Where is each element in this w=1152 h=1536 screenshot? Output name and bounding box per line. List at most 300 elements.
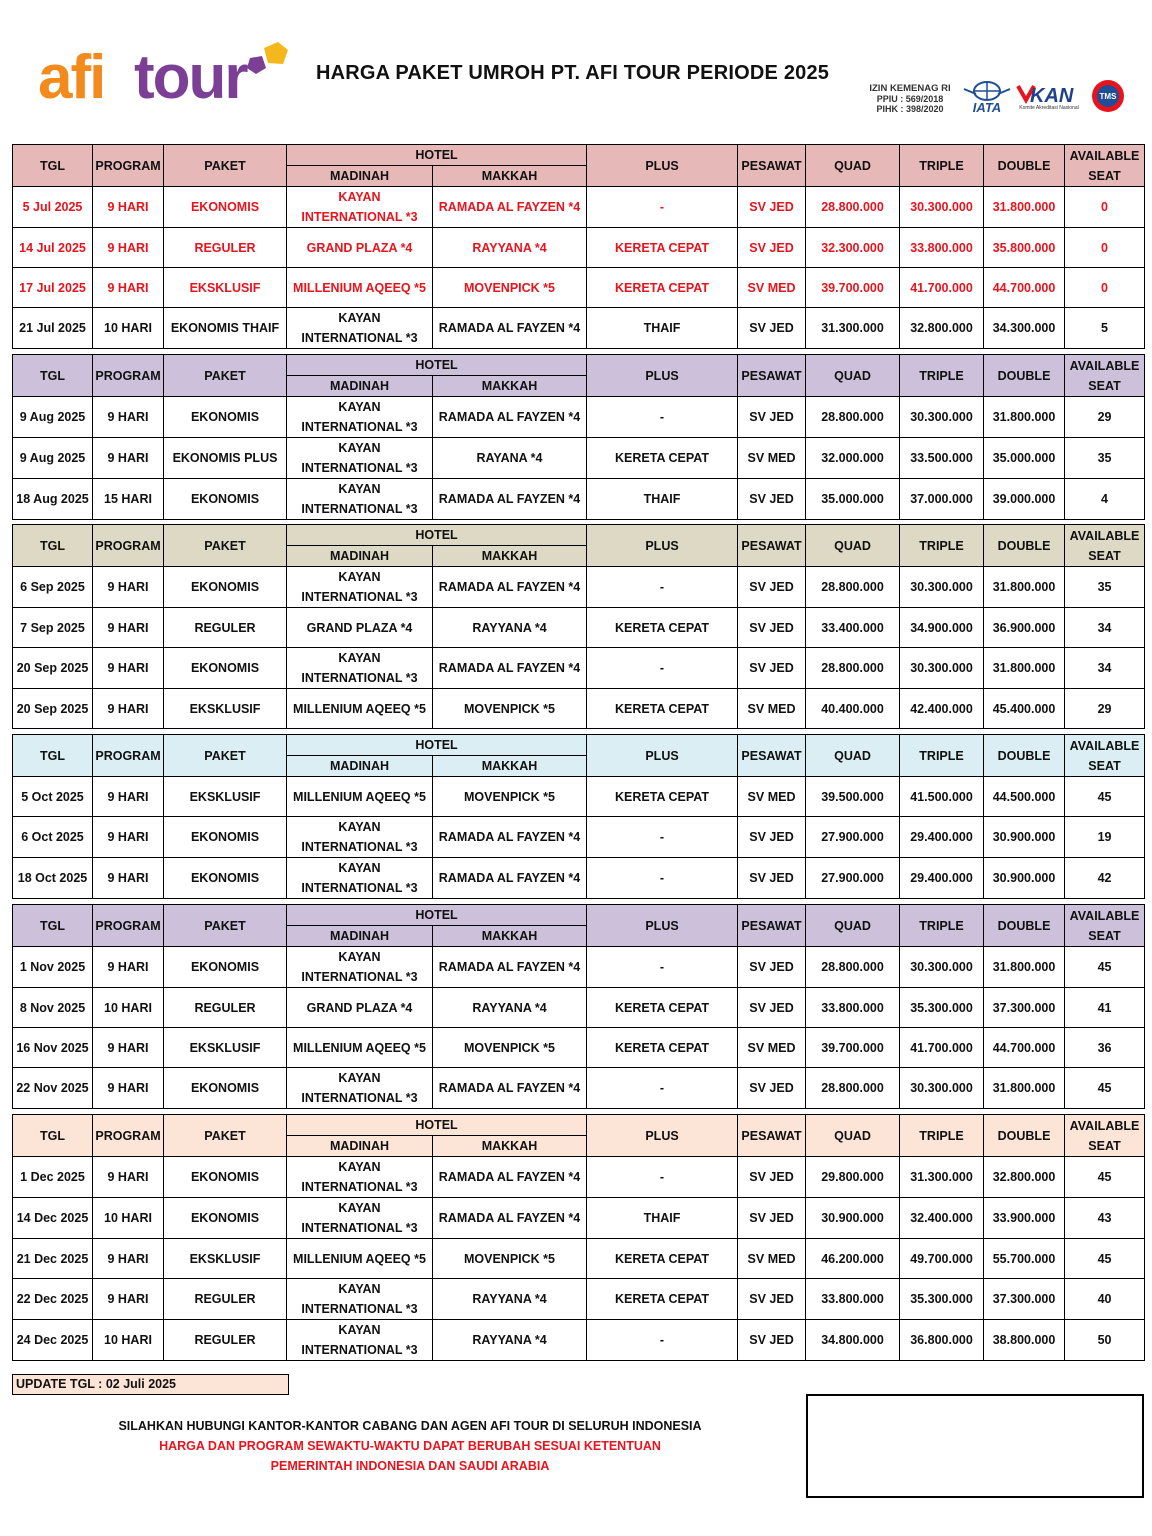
table-row bbox=[13, 567, 1145, 608]
col-header-available-seat bbox=[1065, 355, 1145, 397]
cell-double: 30.900.000 bbox=[984, 858, 1065, 899]
cell-quad: 46.200.000 bbox=[806, 1239, 900, 1279]
cell-tgl: 9 Aug 2025 bbox=[13, 438, 93, 479]
cell-seat: 29 bbox=[1065, 397, 1145, 438]
cell-makkah: RAYYANA *4 bbox=[433, 228, 587, 268]
cell-madinah: KAYAN INTERNATIONAL *3 bbox=[287, 1068, 433, 1109]
cell-madinah: GRAND PLAZA *4 bbox=[287, 988, 433, 1028]
col-header-paket: PAKET bbox=[164, 1115, 287, 1157]
table-row bbox=[13, 1068, 1145, 1109]
cell-pesawat: SV JED bbox=[738, 648, 806, 689]
cell-pesawat: SV MED bbox=[738, 438, 806, 479]
cell-triple: 49.700.000 bbox=[900, 1239, 984, 1279]
cell-quad: 33.800.000 bbox=[806, 1279, 900, 1320]
cell-paket: EKONOMIS bbox=[164, 397, 287, 438]
cell-makkah: RAMADA AL FAYZEN *4 bbox=[433, 308, 587, 349]
cell-pesawat: SV JED bbox=[738, 947, 806, 988]
cell-quad: 27.900.000 bbox=[806, 817, 900, 858]
update-date: UPDATE TGL : 02 Juli 2025 bbox=[12, 1374, 289, 1395]
col-header-hotel: HOTEL bbox=[287, 1115, 587, 1136]
cell-seat: 4 bbox=[1065, 479, 1145, 520]
col-header-makkah: MAKKAH bbox=[433, 546, 587, 567]
col-header-program: PROGRAM bbox=[93, 355, 164, 397]
cell-madinah: KAYAN INTERNATIONAL *3 bbox=[287, 438, 433, 479]
cell-makkah: MOVENPICK *5 bbox=[433, 689, 587, 729]
cell-tgl: 18 Aug 2025 bbox=[13, 479, 93, 520]
seat-header-line1: AVAILABLE bbox=[1069, 738, 1140, 753]
col-header-program: PROGRAM bbox=[93, 1115, 164, 1157]
cell-pesawat: SV JED bbox=[738, 397, 806, 438]
cell-seat: 0 bbox=[1065, 268, 1145, 308]
cell-plus: THAIF bbox=[587, 1198, 738, 1239]
table-row bbox=[13, 689, 1145, 729]
cell-double: 35.000.000 bbox=[984, 438, 1065, 479]
cell-seat: 45 bbox=[1065, 1068, 1145, 1109]
cell-triple: 29.400.000 bbox=[900, 817, 984, 858]
cell-tgl: 22 Dec 2025 bbox=[13, 1279, 93, 1320]
cell-quad: 32.000.000 bbox=[806, 438, 900, 479]
table-row bbox=[13, 1198, 1145, 1239]
col-header-pesawat: PESAWAT bbox=[738, 1115, 806, 1157]
seat-header-line1: AVAILABLE bbox=[1069, 1118, 1140, 1133]
cell-makkah: RAMADA AL FAYZEN *4 bbox=[433, 187, 587, 228]
cell-double: 33.900.000 bbox=[984, 1198, 1065, 1239]
col-header-double: DOUBLE bbox=[984, 355, 1065, 397]
cell-triple: 31.300.000 bbox=[900, 1157, 984, 1198]
cell-program: 9 HARI bbox=[93, 689, 164, 729]
seat-header-line2: SEAT bbox=[1088, 548, 1121, 563]
logo-text-afi: afi bbox=[38, 43, 105, 112]
col-header-tgl: TGL bbox=[13, 525, 93, 567]
cell-triple: 35.300.000 bbox=[900, 1279, 984, 1320]
afi-tour-logo bbox=[36, 36, 296, 118]
cell-madinah: KAYAN INTERNATIONAL *3 bbox=[287, 308, 433, 349]
cell-double: 36.900.000 bbox=[984, 608, 1065, 648]
col-header-triple: TRIPLE bbox=[900, 1115, 984, 1157]
col-header-makkah: MAKKAH bbox=[433, 1136, 587, 1157]
cell-tgl: 24 Dec 2025 bbox=[13, 1320, 93, 1361]
cell-double: 32.800.000 bbox=[984, 1157, 1065, 1198]
cell-triple: 41.700.000 bbox=[900, 268, 984, 308]
col-header-program: PROGRAM bbox=[93, 145, 164, 187]
month-table bbox=[12, 1114, 1145, 1361]
cell-double: 35.800.000 bbox=[984, 228, 1065, 268]
cell-paket: EKONOMIS bbox=[164, 1198, 287, 1239]
col-header-paket: PAKET bbox=[164, 355, 287, 397]
cell-triple: 34.900.000 bbox=[900, 608, 984, 648]
col-header-triple: TRIPLE bbox=[900, 355, 984, 397]
col-header-paket: PAKET bbox=[164, 905, 287, 947]
cell-seat: 42 bbox=[1065, 858, 1145, 899]
cell-double: 31.800.000 bbox=[984, 187, 1065, 228]
cell-tgl: 5 Oct 2025 bbox=[13, 777, 93, 817]
col-header-plus: PLUS bbox=[587, 1115, 738, 1157]
col-header-quad: QUAD bbox=[806, 1115, 900, 1157]
cell-seat: 50 bbox=[1065, 1320, 1145, 1361]
cell-makkah: RAMADA AL FAYZEN *4 bbox=[433, 1068, 587, 1109]
cell-pesawat: SV JED bbox=[738, 1279, 806, 1320]
cell-quad: 27.900.000 bbox=[806, 858, 900, 899]
col-header-triple: TRIPLE bbox=[900, 905, 984, 947]
cell-paket: EKONOMIS bbox=[164, 187, 287, 228]
cell-plus: KERETA CEPAT bbox=[587, 1239, 738, 1279]
cell-madinah: KAYAN INTERNATIONAL *3 bbox=[287, 648, 433, 689]
cell-madinah: KAYAN INTERNATIONAL *3 bbox=[287, 817, 433, 858]
cell-makkah: RAMADA AL FAYZEN *4 bbox=[433, 817, 587, 858]
col-header-quad: QUAD bbox=[806, 905, 900, 947]
cell-pesawat: SV JED bbox=[738, 308, 806, 349]
cell-pesawat: SV MED bbox=[738, 777, 806, 817]
table-row bbox=[13, 1239, 1145, 1279]
cell-makkah: RAMADA AL FAYZEN *4 bbox=[433, 648, 587, 689]
cell-plus: - bbox=[587, 858, 738, 899]
table-row bbox=[13, 187, 1145, 228]
cell-quad: 39.700.000 bbox=[806, 268, 900, 308]
cell-plus: - bbox=[587, 1320, 738, 1361]
cell-plus: - bbox=[587, 1157, 738, 1198]
col-header-plus: PLUS bbox=[587, 525, 738, 567]
cell-madinah: KAYAN INTERNATIONAL *3 bbox=[287, 479, 433, 520]
col-header-triple: TRIPLE bbox=[900, 525, 984, 567]
cell-paket: REGULER bbox=[164, 608, 287, 648]
cell-quad: 32.300.000 bbox=[806, 228, 900, 268]
cell-tgl: 5 Jul 2025 bbox=[13, 187, 93, 228]
col-header-paket: PAKET bbox=[164, 735, 287, 777]
seat-header-line1: AVAILABLE bbox=[1069, 528, 1140, 543]
cell-program: 9 HARI bbox=[93, 1279, 164, 1320]
cell-makkah: RAYYANA *4 bbox=[433, 1279, 587, 1320]
cell-seat: 34 bbox=[1065, 648, 1145, 689]
col-header-available-seat bbox=[1065, 145, 1145, 187]
table-row bbox=[13, 479, 1145, 520]
table-row bbox=[13, 648, 1145, 689]
cell-makkah: MOVENPICK *5 bbox=[433, 268, 587, 308]
cell-plus: KERETA CEPAT bbox=[587, 988, 738, 1028]
cell-madinah: MILLENIUM AQEEQ *5 bbox=[287, 689, 433, 729]
cell-paket: EKONOMIS THAIF bbox=[164, 308, 287, 349]
cell-program: 9 HARI bbox=[93, 648, 164, 689]
cell-double: 39.000.000 bbox=[984, 479, 1065, 520]
pihk-number: PIHK : 398/2020 bbox=[876, 104, 944, 114]
cell-makkah: RAMADA AL FAYZEN *4 bbox=[433, 479, 587, 520]
cell-paket: EKONOMIS bbox=[164, 1157, 287, 1198]
cell-plus: KERETA CEPAT bbox=[587, 1279, 738, 1320]
cell-pesawat: SV JED bbox=[738, 1068, 806, 1109]
cell-quad: 31.300.000 bbox=[806, 308, 900, 349]
cell-program: 9 HARI bbox=[93, 947, 164, 988]
cell-pesawat: SV JED bbox=[738, 608, 806, 648]
col-header-quad: QUAD bbox=[806, 355, 900, 397]
cell-madinah: KAYAN INTERNATIONAL *3 bbox=[287, 1198, 433, 1239]
cell-double: 37.300.000 bbox=[984, 1279, 1065, 1320]
cell-program: 10 HARI bbox=[93, 1198, 164, 1239]
cell-madinah: KAYAN INTERNATIONAL *3 bbox=[287, 1157, 433, 1198]
col-header-available-seat bbox=[1065, 525, 1145, 567]
cell-pesawat: SV JED bbox=[738, 479, 806, 520]
svg-text:Komite Akreditasi Nasional: Komite Akreditasi Nasional bbox=[1019, 105, 1079, 111]
cell-paket: REGULER bbox=[164, 988, 287, 1028]
seat-header-line2: SEAT bbox=[1088, 378, 1121, 393]
cell-tgl: 22 Nov 2025 bbox=[13, 1068, 93, 1109]
cell-seat: 35 bbox=[1065, 438, 1145, 479]
cell-paket: EKONOMIS bbox=[164, 817, 287, 858]
table-row bbox=[13, 308, 1145, 349]
cell-pesawat: SV JED bbox=[738, 1157, 806, 1198]
col-header-available-seat bbox=[1065, 735, 1145, 777]
cell-plus: - bbox=[587, 1068, 738, 1109]
col-header-madinah: MADINAH bbox=[287, 166, 433, 187]
cell-tgl: 9 Aug 2025 bbox=[13, 397, 93, 438]
col-header-program: PROGRAM bbox=[93, 735, 164, 777]
cell-double: 45.400.000 bbox=[984, 689, 1065, 729]
cell-double: 31.800.000 bbox=[984, 1068, 1065, 1109]
table-row bbox=[13, 947, 1145, 988]
cell-program: 10 HARI bbox=[93, 988, 164, 1028]
cell-quad: 28.800.000 bbox=[806, 187, 900, 228]
seat-header-line2: SEAT bbox=[1088, 1138, 1121, 1153]
cell-pesawat: SV JED bbox=[738, 858, 806, 899]
cell-double: 44.700.000 bbox=[984, 268, 1065, 308]
cell-plus: KERETA CEPAT bbox=[587, 1028, 738, 1068]
cell-program: 10 HARI bbox=[93, 1320, 164, 1361]
cell-madinah: GRAND PLAZA *4 bbox=[287, 608, 433, 648]
cell-program: 9 HARI bbox=[93, 817, 164, 858]
cell-triple: 32.400.000 bbox=[900, 1198, 984, 1239]
cell-quad: 28.800.000 bbox=[806, 648, 900, 689]
cell-tgl: 1 Dec 2025 bbox=[13, 1157, 93, 1198]
col-header-program: PROGRAM bbox=[93, 525, 164, 567]
cell-quad: 34.800.000 bbox=[806, 1320, 900, 1361]
cell-pesawat: SV MED bbox=[738, 1239, 806, 1279]
col-header-pesawat: PESAWAT bbox=[738, 355, 806, 397]
month-table bbox=[12, 734, 1145, 899]
cell-quad: 39.500.000 bbox=[806, 777, 900, 817]
cell-tgl: 14 Jul 2025 bbox=[13, 228, 93, 268]
cell-quad: 28.800.000 bbox=[806, 1068, 900, 1109]
col-header-makkah: MAKKAH bbox=[433, 756, 587, 777]
col-header-tgl: TGL bbox=[13, 735, 93, 777]
cell-madinah: KAYAN INTERNATIONAL *3 bbox=[287, 1279, 433, 1320]
table-row bbox=[13, 438, 1145, 479]
cell-makkah: RAYANA *4 bbox=[433, 438, 587, 479]
cell-pesawat: SV MED bbox=[738, 689, 806, 729]
table-row bbox=[13, 988, 1145, 1028]
cell-plus: THAIF bbox=[587, 479, 738, 520]
cell-makkah: RAMADA AL FAYZEN *4 bbox=[433, 567, 587, 608]
table-row bbox=[13, 777, 1145, 817]
col-header-hotel: HOTEL bbox=[287, 905, 587, 926]
cell-seat: 41 bbox=[1065, 988, 1145, 1028]
month-table bbox=[12, 524, 1145, 729]
cell-seat: 29 bbox=[1065, 689, 1145, 729]
col-header-quad: QUAD bbox=[806, 525, 900, 567]
cell-quad: 28.800.000 bbox=[806, 567, 900, 608]
cell-program: 9 HARI bbox=[93, 1239, 164, 1279]
cell-pesawat: SV MED bbox=[738, 268, 806, 308]
cell-triple: 30.300.000 bbox=[900, 187, 984, 228]
col-header-plus: PLUS bbox=[587, 355, 738, 397]
cell-makkah: RAYYANA *4 bbox=[433, 988, 587, 1028]
cell-paket: REGULER bbox=[164, 228, 287, 268]
cell-makkah: RAMADA AL FAYZEN *4 bbox=[433, 858, 587, 899]
cell-makkah: MOVENPICK *5 bbox=[433, 1028, 587, 1068]
table-row bbox=[13, 1279, 1145, 1320]
iata-logo bbox=[962, 80, 1012, 114]
svg-text:IATA: IATA bbox=[972, 100, 1002, 114]
cell-seat: 43 bbox=[1065, 1198, 1145, 1239]
cell-tgl: 7 Sep 2025 bbox=[13, 608, 93, 648]
col-header-tgl: TGL bbox=[13, 1115, 93, 1157]
stamp-box bbox=[806, 1394, 1144, 1498]
month-table bbox=[12, 144, 1145, 349]
cell-plus: KERETA CEPAT bbox=[587, 689, 738, 729]
cell-program: 9 HARI bbox=[93, 567, 164, 608]
table-row bbox=[13, 1157, 1145, 1198]
cell-plus: KERETA CEPAT bbox=[587, 608, 738, 648]
cell-tgl: 16 Nov 2025 bbox=[13, 1028, 93, 1068]
cell-pesawat: SV MED bbox=[738, 1028, 806, 1068]
cell-pesawat: SV JED bbox=[738, 187, 806, 228]
col-header-pesawat: PESAWAT bbox=[738, 735, 806, 777]
cell-makkah: RAYYANA *4 bbox=[433, 608, 587, 648]
cell-tgl: 21 Jul 2025 bbox=[13, 308, 93, 349]
cell-program: 9 HARI bbox=[93, 1028, 164, 1068]
cell-quad: 33.800.000 bbox=[806, 988, 900, 1028]
cell-pesawat: SV JED bbox=[738, 817, 806, 858]
cell-program: 9 HARI bbox=[93, 1157, 164, 1198]
col-header-double: DOUBLE bbox=[984, 145, 1065, 187]
cell-madinah: MILLENIUM AQEEQ *5 bbox=[287, 777, 433, 817]
cell-double: 37.300.000 bbox=[984, 988, 1065, 1028]
cell-tgl: 17 Jul 2025 bbox=[13, 268, 93, 308]
cell-double: 34.300.000 bbox=[984, 308, 1065, 349]
page-title: HARGA PAKET UMROH PT. AFI TOUR PERIODE 2025 bbox=[316, 62, 830, 84]
svg-text:KAN: KAN bbox=[1030, 85, 1074, 107]
table-row bbox=[13, 608, 1145, 648]
cell-seat: 0 bbox=[1065, 187, 1145, 228]
col-header-quad: QUAD bbox=[806, 145, 900, 187]
footer-line-disclaimer: HARGA DAN PROGRAM SEWAKTU-WAKTU DAPAT BERUBAH SESUAI KETENTUAN bbox=[159, 1439, 661, 1453]
cell-triple: 33.500.000 bbox=[900, 438, 984, 479]
cell-madinah: KAYAN INTERNATIONAL *3 bbox=[287, 858, 433, 899]
ppiu-number: PPIU : 569/2018 bbox=[876, 94, 944, 104]
cell-paket: EKONOMIS bbox=[164, 479, 287, 520]
cell-seat: 45 bbox=[1065, 777, 1145, 817]
cell-triple: 30.300.000 bbox=[900, 648, 984, 689]
seat-header-line2: SEAT bbox=[1088, 758, 1121, 773]
cell-pesawat: SV JED bbox=[738, 988, 806, 1028]
cell-madinah: KAYAN INTERNATIONAL *3 bbox=[287, 567, 433, 608]
cell-makkah: RAMADA AL FAYZEN *4 bbox=[433, 1198, 587, 1239]
col-header-hotel: HOTEL bbox=[287, 735, 587, 756]
seat-header-line1: AVAILABLE bbox=[1069, 358, 1140, 373]
cell-quad: 29.800.000 bbox=[806, 1157, 900, 1198]
cell-program: 9 HARI bbox=[93, 397, 164, 438]
cell-triple: 30.300.000 bbox=[900, 397, 984, 438]
cell-madinah: MILLENIUM AQEEQ *5 bbox=[287, 1239, 433, 1279]
cell-tgl: 8 Nov 2025 bbox=[13, 988, 93, 1028]
table-row bbox=[13, 228, 1145, 268]
cell-tgl: 20 Sep 2025 bbox=[13, 689, 93, 729]
table-row bbox=[13, 817, 1145, 858]
col-header-plus: PLUS bbox=[587, 905, 738, 947]
cell-tgl: 1 Nov 2025 bbox=[13, 947, 93, 988]
col-header-pesawat: PESAWAT bbox=[738, 145, 806, 187]
cell-triple: 30.300.000 bbox=[900, 567, 984, 608]
col-header-tgl: TGL bbox=[13, 145, 93, 187]
cell-program: 10 HARI bbox=[93, 308, 164, 349]
col-header-program: PROGRAM bbox=[93, 905, 164, 947]
col-header-triple: TRIPLE bbox=[900, 735, 984, 777]
cell-tgl: 18 Oct 2025 bbox=[13, 858, 93, 899]
cell-madinah: KAYAN INTERNATIONAL *3 bbox=[287, 947, 433, 988]
cell-seat: 0 bbox=[1065, 228, 1145, 268]
cell-quad: 40.400.000 bbox=[806, 689, 900, 729]
cell-plus: KERETA CEPAT bbox=[587, 228, 738, 268]
col-header-quad: QUAD bbox=[806, 735, 900, 777]
cell-triple: 41.700.000 bbox=[900, 1028, 984, 1068]
cell-double: 44.500.000 bbox=[984, 777, 1065, 817]
cell-paket: REGULER bbox=[164, 1279, 287, 1320]
cell-quad: 28.800.000 bbox=[806, 947, 900, 988]
cell-madinah: KAYAN INTERNATIONAL *3 bbox=[287, 397, 433, 438]
cell-triple: 37.000.000 bbox=[900, 479, 984, 520]
cell-tgl: 14 Dec 2025 bbox=[13, 1198, 93, 1239]
col-header-tgl: TGL bbox=[13, 905, 93, 947]
cell-paket: EKONOMIS bbox=[164, 947, 287, 988]
cell-program: 9 HARI bbox=[93, 777, 164, 817]
cell-seat: 45 bbox=[1065, 1157, 1145, 1198]
col-header-plus: PLUS bbox=[587, 735, 738, 777]
cell-seat: 45 bbox=[1065, 947, 1145, 988]
cell-paket: EKSKLUSIF bbox=[164, 268, 287, 308]
cell-pesawat: SV JED bbox=[738, 228, 806, 268]
cell-madinah: KAYAN INTERNATIONAL *3 bbox=[287, 1320, 433, 1361]
table-row bbox=[13, 1028, 1145, 1068]
footer-line-contact: SILAHKAN HUBUNGI KANTOR-KANTOR CABANG DAN AGEN AFI TOUR DI SELURUH INDONESIA bbox=[118, 1419, 702, 1433]
table-row bbox=[13, 268, 1145, 308]
cell-seat: 19 bbox=[1065, 817, 1145, 858]
cell-program: 15 HARI bbox=[93, 479, 164, 520]
cell-triple: 30.300.000 bbox=[900, 1068, 984, 1109]
cell-plus: - bbox=[587, 567, 738, 608]
cell-paket: EKONOMIS bbox=[164, 858, 287, 899]
col-header-makkah: MAKKAH bbox=[433, 166, 587, 187]
cell-double: 44.700.000 bbox=[984, 1028, 1065, 1068]
cell-seat: 36 bbox=[1065, 1028, 1145, 1068]
cell-double: 31.800.000 bbox=[984, 397, 1065, 438]
cell-program: 9 HARI bbox=[93, 1068, 164, 1109]
cell-plus: - bbox=[587, 648, 738, 689]
tms-certification-logo bbox=[1088, 78, 1128, 118]
cell-madinah: GRAND PLAZA *4 bbox=[287, 228, 433, 268]
col-header-available-seat bbox=[1065, 905, 1145, 947]
cell-triple: 35.300.000 bbox=[900, 988, 984, 1028]
cell-triple: 36.800.000 bbox=[900, 1320, 984, 1361]
cell-madinah: MILLENIUM AQEEQ *5 bbox=[287, 268, 433, 308]
cell-makkah: RAMADA AL FAYZEN *4 bbox=[433, 947, 587, 988]
cell-program: 9 HARI bbox=[93, 858, 164, 899]
seat-header-line1: AVAILABLE bbox=[1069, 148, 1140, 163]
col-header-madinah: MADINAH bbox=[287, 546, 433, 567]
cell-triple: 42.400.000 bbox=[900, 689, 984, 729]
cell-tgl: 20 Sep 2025 bbox=[13, 648, 93, 689]
seat-header-line2: SEAT bbox=[1088, 928, 1121, 943]
cell-plus: KERETA CEPAT bbox=[587, 268, 738, 308]
izin-kemenag bbox=[862, 84, 958, 114]
col-header-double: DOUBLE bbox=[984, 905, 1065, 947]
cell-seat: 5 bbox=[1065, 308, 1145, 349]
